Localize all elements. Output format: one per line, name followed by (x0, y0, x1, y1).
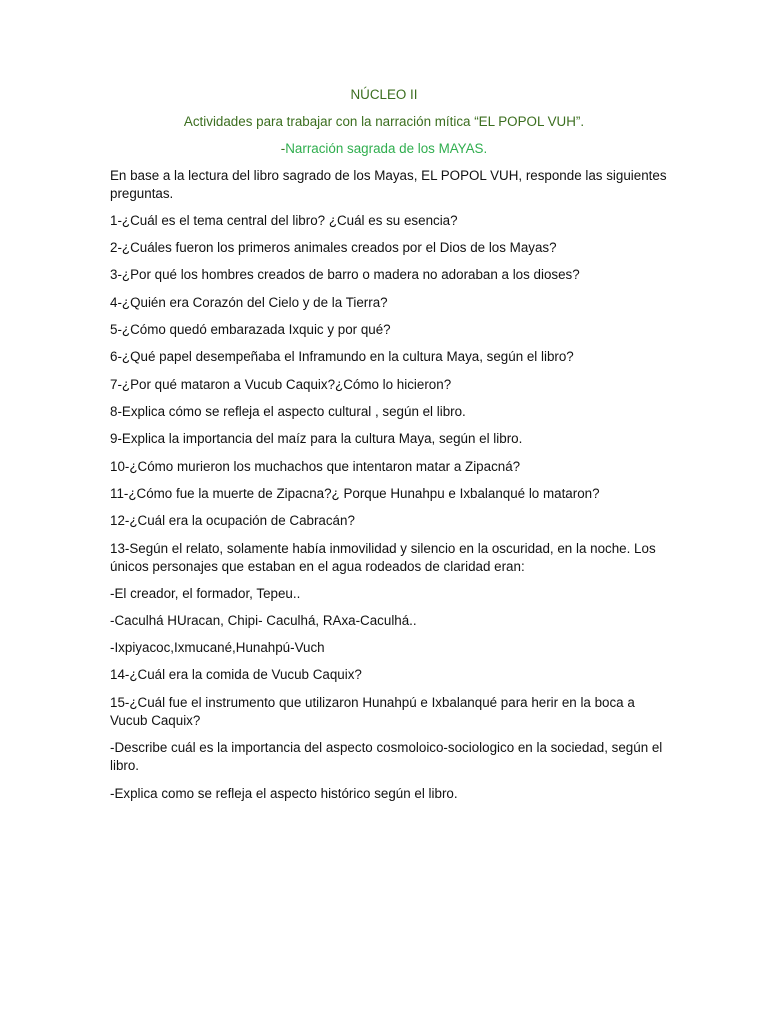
task-historical: -Explica como se refleja el aspecto histórico según el libro. (110, 786, 458, 801)
question-7: 7-¿Por qué mataron a Vucub Caquix?¿Cómo lo hicieron? (110, 377, 452, 392)
document-title: NÚCLEO II (350, 87, 418, 102)
intro-paragraph: En base a la lectura del libro sagrado de los Mayas, EL POPOL VUH, responde las siguientes preguntas. (110, 168, 667, 201)
question-2: 2-¿Cuáles fueron los primeros animales creados por el Dios de los Mayas? (110, 240, 557, 255)
question-5: 5-¿Cómo quedó embarazada Ixquic y por qué? (110, 322, 391, 337)
subtitle-text: Narración sagrada de los MAYAS. (285, 141, 488, 156)
question-3: 3-¿Por qué los hombres creados de barro o madera no adoraban a los dioses? (110, 267, 580, 282)
document-subtitle: Actividades para trabajar con la narración mítica “EL POPOL VUH”. (183, 114, 585, 129)
task-cosmological: -Describe cuál es la importancia del aspecto cosmoloico-sociologico en la sociedad, según el libro. (110, 740, 663, 773)
question-1: 1-¿Cuál es el tema central del libro? ¿Cuál es su esencia? (110, 213, 458, 228)
question-6: 6-¿Qué papel desempeñaba el Inframundo en la cultura Maya, según el libro? (110, 349, 574, 364)
document-subtitle-secondary (0, 141, 768, 156)
character-line-3: -Ixpiyacoc,Ixmucané,Hunahpú-Vuch (110, 640, 325, 655)
question-12: 12-¿Cuál era la ocupación de Cabracán? (110, 513, 355, 528)
question-8: 8-Explica cómo se refleja el aspecto cultural , según el libro. (110, 404, 466, 419)
question-13: 13-Según el relato, solamente había inmovilidad y silencio en la oscuridad, en la noche. Los únicos personajes que estaban en el agua rodeados de claridad eran: (110, 541, 656, 574)
character-line-1: -El creador, el formador, Tepeu.. (110, 586, 301, 601)
character-line-2: -Caculhá HUracan, Chipi- Caculhá, RAxa-Caculhá.. (110, 613, 417, 628)
question-4: 4-¿Quién era Corazón del Cielo y de la Tierra? (110, 295, 388, 310)
question-9: 9-Explica la importancia del maíz para la cultura Maya, según el libro. (110, 431, 523, 446)
subtitle-dash: - (280, 141, 286, 156)
question-14: 14-¿Cuál era la comida de Vucub Caquix? (110, 667, 362, 682)
question-10: 10-¿Cómo murieron los muchachos que intentaron matar a Zipacná? (110, 459, 521, 474)
question-15: 15-¿Cuál fue el instrumento que utilizaron Hunahpú e Ixbalanqué para herir en la boca a Vucub Caquix? (110, 695, 635, 728)
question-11: 11-¿Cómo fue la muerte de Zipacna?¿ Porque Hunahpu e Ixbalanqué lo mataron? (110, 486, 600, 501)
